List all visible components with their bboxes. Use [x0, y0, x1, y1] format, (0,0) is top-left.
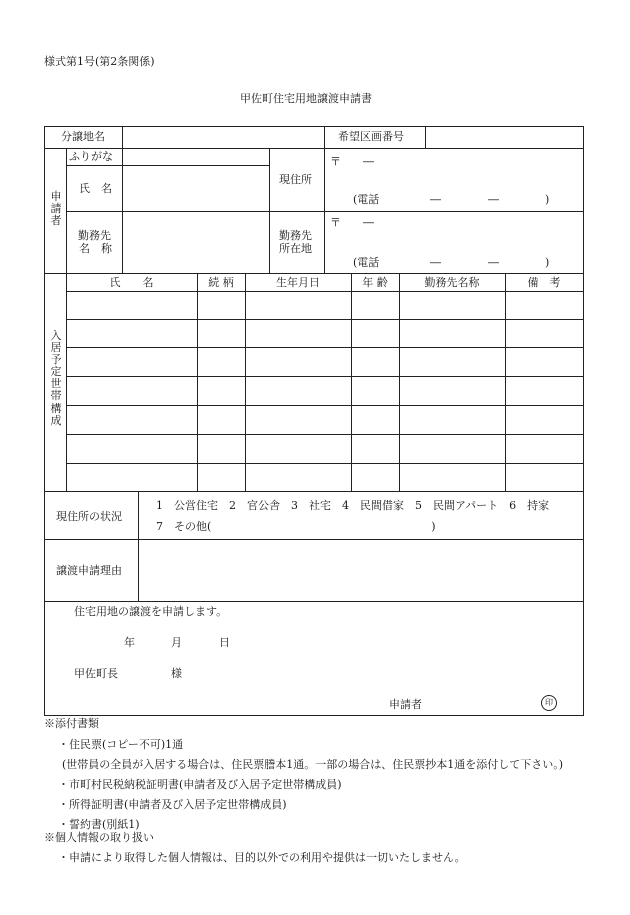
tel-label-workplace: (電話 — [353, 256, 380, 269]
workplace-label-2: 名 称 — [79, 242, 112, 255]
household-header-notes: 備 考 — [527, 276, 561, 289]
privacy-text: ・申請により取得した個人情報は、目的以外での利用や提供は一切いたしません。 — [58, 851, 466, 864]
tel-sep2-workplace: ― — [488, 256, 499, 269]
household-header-name: 氏 名 — [109, 276, 154, 289]
postal-mark-workplace: 〒 ― — [330, 216, 374, 229]
honorific-label: 様 — [171, 667, 182, 680]
workplace-address-label-2: 所在地 — [279, 242, 312, 255]
postal-mark-address: 〒 ― — [330, 155, 374, 168]
household-header-workplace: 勤務先名称 — [424, 276, 480, 289]
date-year: 年 — [124, 636, 135, 649]
form-number: 様式第1号(第2条関係) — [44, 55, 155, 68]
name-label: 氏 名 — [79, 182, 112, 195]
furigana-label: ふりがな — [69, 150, 113, 163]
attachment-item: ・所得証明書(申請者及び入居予定世帯構成員) — [58, 798, 287, 811]
attachments-heading: ※添付書類 — [44, 717, 99, 730]
applicant-label: 申請者 — [50, 190, 62, 228]
tel-label-address: (電話 — [353, 193, 380, 206]
attachment-item: ・住民票(コピー不可)1通 — [58, 738, 184, 751]
reason-label: 譲渡申請理由 — [56, 564, 122, 577]
residence-options-line2: 7 その他( ) — [156, 520, 436, 533]
tel-sep1-workplace: ― — [430, 256, 441, 269]
lot-name-label: 分譲地名 — [61, 130, 105, 143]
tel-sep2-address: ― — [488, 193, 499, 206]
workplace-label-1: 勤務先 — [78, 229, 111, 242]
workplace-address-label-1: 勤務先 — [279, 229, 312, 242]
privacy-heading: ※個人情報の取り扱い — [44, 831, 154, 844]
seal-mark — [541, 695, 557, 711]
seal-text: 印 — [545, 698, 553, 707]
household-header-age: 年 齢 — [362, 276, 388, 289]
attachment-item: (世帯員の全員が入居する場合は、住民票謄本1通。一部の場合は、住民票抄本1通を添付して下さい。) — [62, 758, 564, 771]
tel-close-address: ) — [545, 193, 550, 206]
application-statement: 住宅用地の譲渡を申請します。 — [74, 605, 228, 618]
residence-options-line1: 1 公営住宅 2 官公舎 3 社宅 4 民間借家 5 民間アパート 6 持家 — [156, 499, 550, 512]
applicant-sign-label: 申請者 — [389, 698, 422, 711]
household-header-relation: 続 柄 — [208, 276, 234, 289]
attachment-item: ・誓約書(別紙1) — [58, 818, 140, 831]
address-label: 現住所 — [279, 173, 312, 186]
attachment-item: ・市町村民税納税証明書(申請者及び入居予定世帯構成員) — [58, 778, 342, 791]
tel-close-workplace: ) — [545, 256, 550, 269]
desired-lot-label: 希望区画番号 — [338, 130, 404, 143]
mayor-label: 甲佐町長 — [74, 667, 118, 680]
household-label: 入居予定世帯構成 — [50, 329, 62, 427]
household-header-birthdate: 生年月日 — [276, 276, 320, 289]
residence-status-label: 現住所の状況 — [56, 510, 122, 523]
date-month: 月 — [171, 636, 182, 649]
tel-sep1-address: ― — [430, 193, 441, 206]
date-day: 日 — [219, 636, 230, 649]
document-title: 甲佐町住宅用地譲渡申請書 — [240, 92, 372, 105]
